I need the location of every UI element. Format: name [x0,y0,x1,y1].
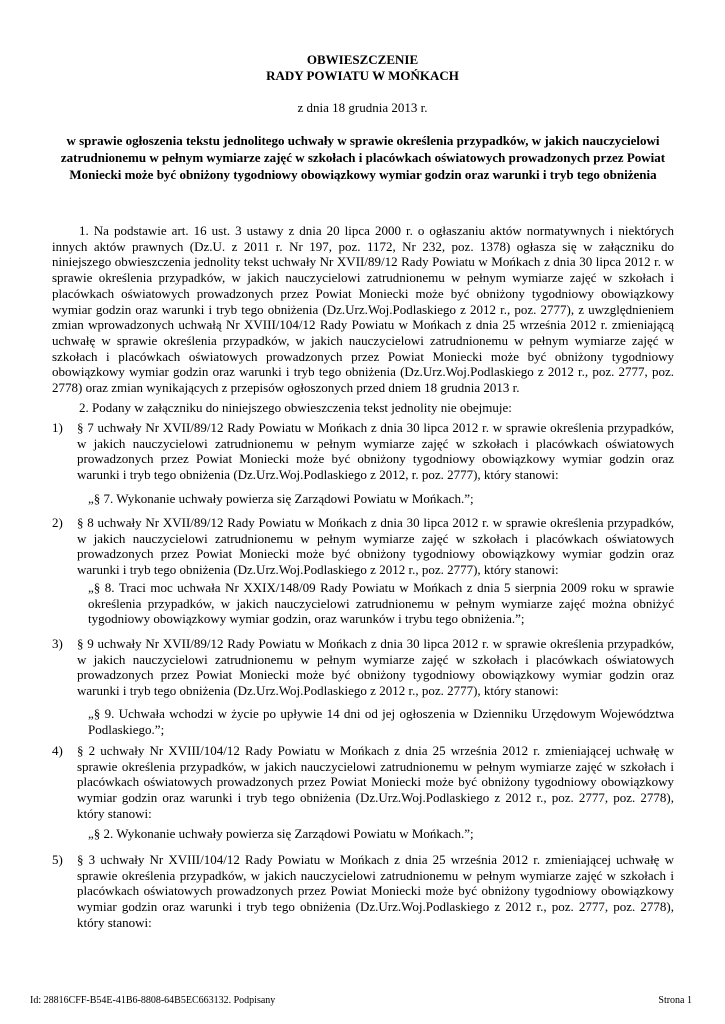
list-item [52,515,674,578]
list-item-text: § 9 uchwały Nr XVII/89/12 Rady Powiatu w Mońkach z dnia 30 lipca 2012 r. w sprawie określenia przypadków, w jakich nauczycielowi zatrudnionemu w pełnym wymiarze zajęć w szkołach i placówkach oświatowych prowadzonych przez Powiat Moniecki może być obniżony tygodniowy obowiązkowy wymiar godzin oraz warunki i tryb tego obniżenia (Dz.Urz.Woj.Podlaskiego z 2012 r., poz. 2777), który stanowi: [77,636,674,699]
paragraph-2: 2. Podany w załączniku do niniejszego obwieszczenia tekst jednolity nie obejmuje: [79,400,512,415]
document-date: z dnia 18 grudnia 2013 r. [297,100,428,115]
list-item-quote: „§ 7. Wykonanie uchwały powierza się Zarządowi Powiatu w Mońkach.”; [88,491,474,506]
list-item-number: 5) [52,852,63,867]
document-issuer: RADY POWIATU W MOŃKACH [266,68,459,83]
list-item-quote: „§ 8. Traci moc uchwała Nr XXIX/148/09 Rady Powiatu w Mońkach z dnia 5 sierpnia 2009 roku w sprawie określenia przypadków, w jakich nauczycielowi zatrudnionemu w pełnym wymiarze zajęć można obniżyć tygodniowy obowiązkowy wymiar godzin, oraz warunków i trybu tego obniżenia.”; [88,580,674,627]
list-item-text: § 3 uchwały Nr XVIII/104/12 Rady Powiatu w Mońkach z dnia 25 września 2012 r. zmieniającej uchwałę w sprawie określenia przypadków, w jakich nauczycielowi zatrudnionemu w pełnym wymiarze zajęć w szkołach i placówkach oświatowych prowadzonych przez Powiat Moniecki może być obniżony tygodniowy obowiązkowy wymiar godzin oraz warunki i tryb tego obniżenia (Dz.Urz.Woj.Podlaskiego z 2012 r., poz. 2777, poz. 2778), który stanowi: [77,852,674,930]
list-item-number: 4) [52,743,63,758]
list-item-quote: „§ 2. Wykonanie uchwały powierza się Zarządowi Powiatu w Mońkach.”; [88,826,474,841]
list-item [52,852,674,931]
list-item-number: 2) [52,515,63,530]
list-item-quote: „§ 9. Uchwała wchodzi w życie po upływie 14 dni od jej ogłoszenia w Dzienniku Urzędowym Województwa Podlaskiego.”; [88,706,674,737]
list-item-number: 3) [52,636,63,651]
document-title: OBWIESZCZENIE [306,52,419,67]
paragraph-1: 1. Na podstawie art. 16 ust. 3 ustawy z dnia 20 lipca 2000 r. o ogłaszaniu aktów normatywnych i niektórych innych aktów prawnych (Dz.U. z 2011 r. Nr 197, poz. 1172, Nr 232, poz. 1378) ogłasza się w załączniku do niniejszego obwieszczenia jednolity tekst uchwały Nr XVII/89/12 Rady Powiatu w Mońkach z dnia 30 lipca 2012 r. w sprawie określenia przypadków, w jakich nauczycielowi zatrudnionemu w pełnym wymiarze zajęć w szkołach i placówkach oświatowych prowadzonych przez Powiat Moniecki może być obniżony tygodniowy obowiązkowy wymiar godzin oraz warunki i tryb tego obniżenia (Dz.Urz.Woj.Podlaskiego z 2012 r., poz. 2777), z uwzględnieniem zmian wprowadzonych uchwałą Nr XVIII/104/12 Rady Powiatu w Mońkach z dnia 25 września 2012 r. zmieniającą uchwałę w sprawie określenia przypadków, w jakich nauczycielowi zatrudnionemu w pełnym wymiarze zajęć w szkołach i placówkach oświatowych prowadzonych przez Powiat Moniecki może być obniżony tygodniowy obowiązkowy wymiar godzin oraz warunki i tryb tego obniżenia (Dz.Urz.Woj.Podlaskiego z 2012 r., poz. 2777, poz. 2778) oraz zmian wynikających z przepisów ogłoszonych przed dniem 18 grudnia 2013 r. [52,223,674,396]
list-item-text: § 8 uchwały Nr XVII/89/12 Rady Powiatu w Mońkach z dnia 30 lipca 2012 r. w sprawie określenia przypadków, w jakich nauczycielowi zatrudnionemu w pełnym wymiarze zajęć w szkołach i placówkach oświatowych prowadzonych przez Powiat Moniecki może być obniżony tygodniowy obowiązkowy wymiar godzin oraz warunki i tryb tego obniżenia (Dz.Urz.Woj.Podlaskiego z 2012 r., poz. 2777), który stanowi: [77,515,674,578]
footer-document-id: Id: 28816CFF-B54E-41B6-8808-64B5EC663132. Podpisany [30,995,276,1006]
list-item-number: 1) [52,420,63,435]
list-item [52,636,674,699]
document-subject: w sprawie ogłoszenia tekstu jednolitego uchwały w sprawie określenia przypadków, w jakich nauczycielowi zatrudnionemu w pełnym wymiarze zajęć w szkołach i placówkach oświatowych prowadzonych przez Powiat Moniecki może być obniżony tygodniowy obowiązkowy wymiar godzin oraz warunki i tryb tego obniżenia [60,133,666,182]
list-item [52,420,674,483]
list-item [52,743,674,822]
list-item-text: § 7 uchwały Nr XVII/89/12 Rady Powiatu w Mońkach z dnia 30 lipca 2012 r. w sprawie określenia przypadków, w jakich nauczycielowi zatrudnionemu w pełnym wymiarze zajęć w szkołach i placówkach oświatowych prowadzonych przez Powiat Moniecki może być obniżony tygodniowy obowiązkowy wymiar godzin oraz warunki i tryb tego obniżenia (Dz.Urz.Woj.Podlaskiego z 2012, r. poz. 2777), który stanowi: [77,420,674,483]
footer-page-number: Strona 1 [658,995,692,1006]
list-item-text: § 2 uchwały Nr XVIII/104/12 Rady Powiatu w Mońkach z dnia 25 września 2012 r. zmieniającej uchwałę w sprawie określenia przypadków, w jakich nauczycielowi zatrudnionemu w pełnym wymiarze zajęć w szkołach i placówkach oświatowych prowadzonych przez Powiat Moniecki może być obniżony tygodniowy obowiązkowy wymiar godzin oraz warunki i tryb tego obniżenia (Dz.Urz.Woj.Podlaskiego z 2012 r., poz. 2777, poz. 2778), który stanowi: [77,743,674,821]
